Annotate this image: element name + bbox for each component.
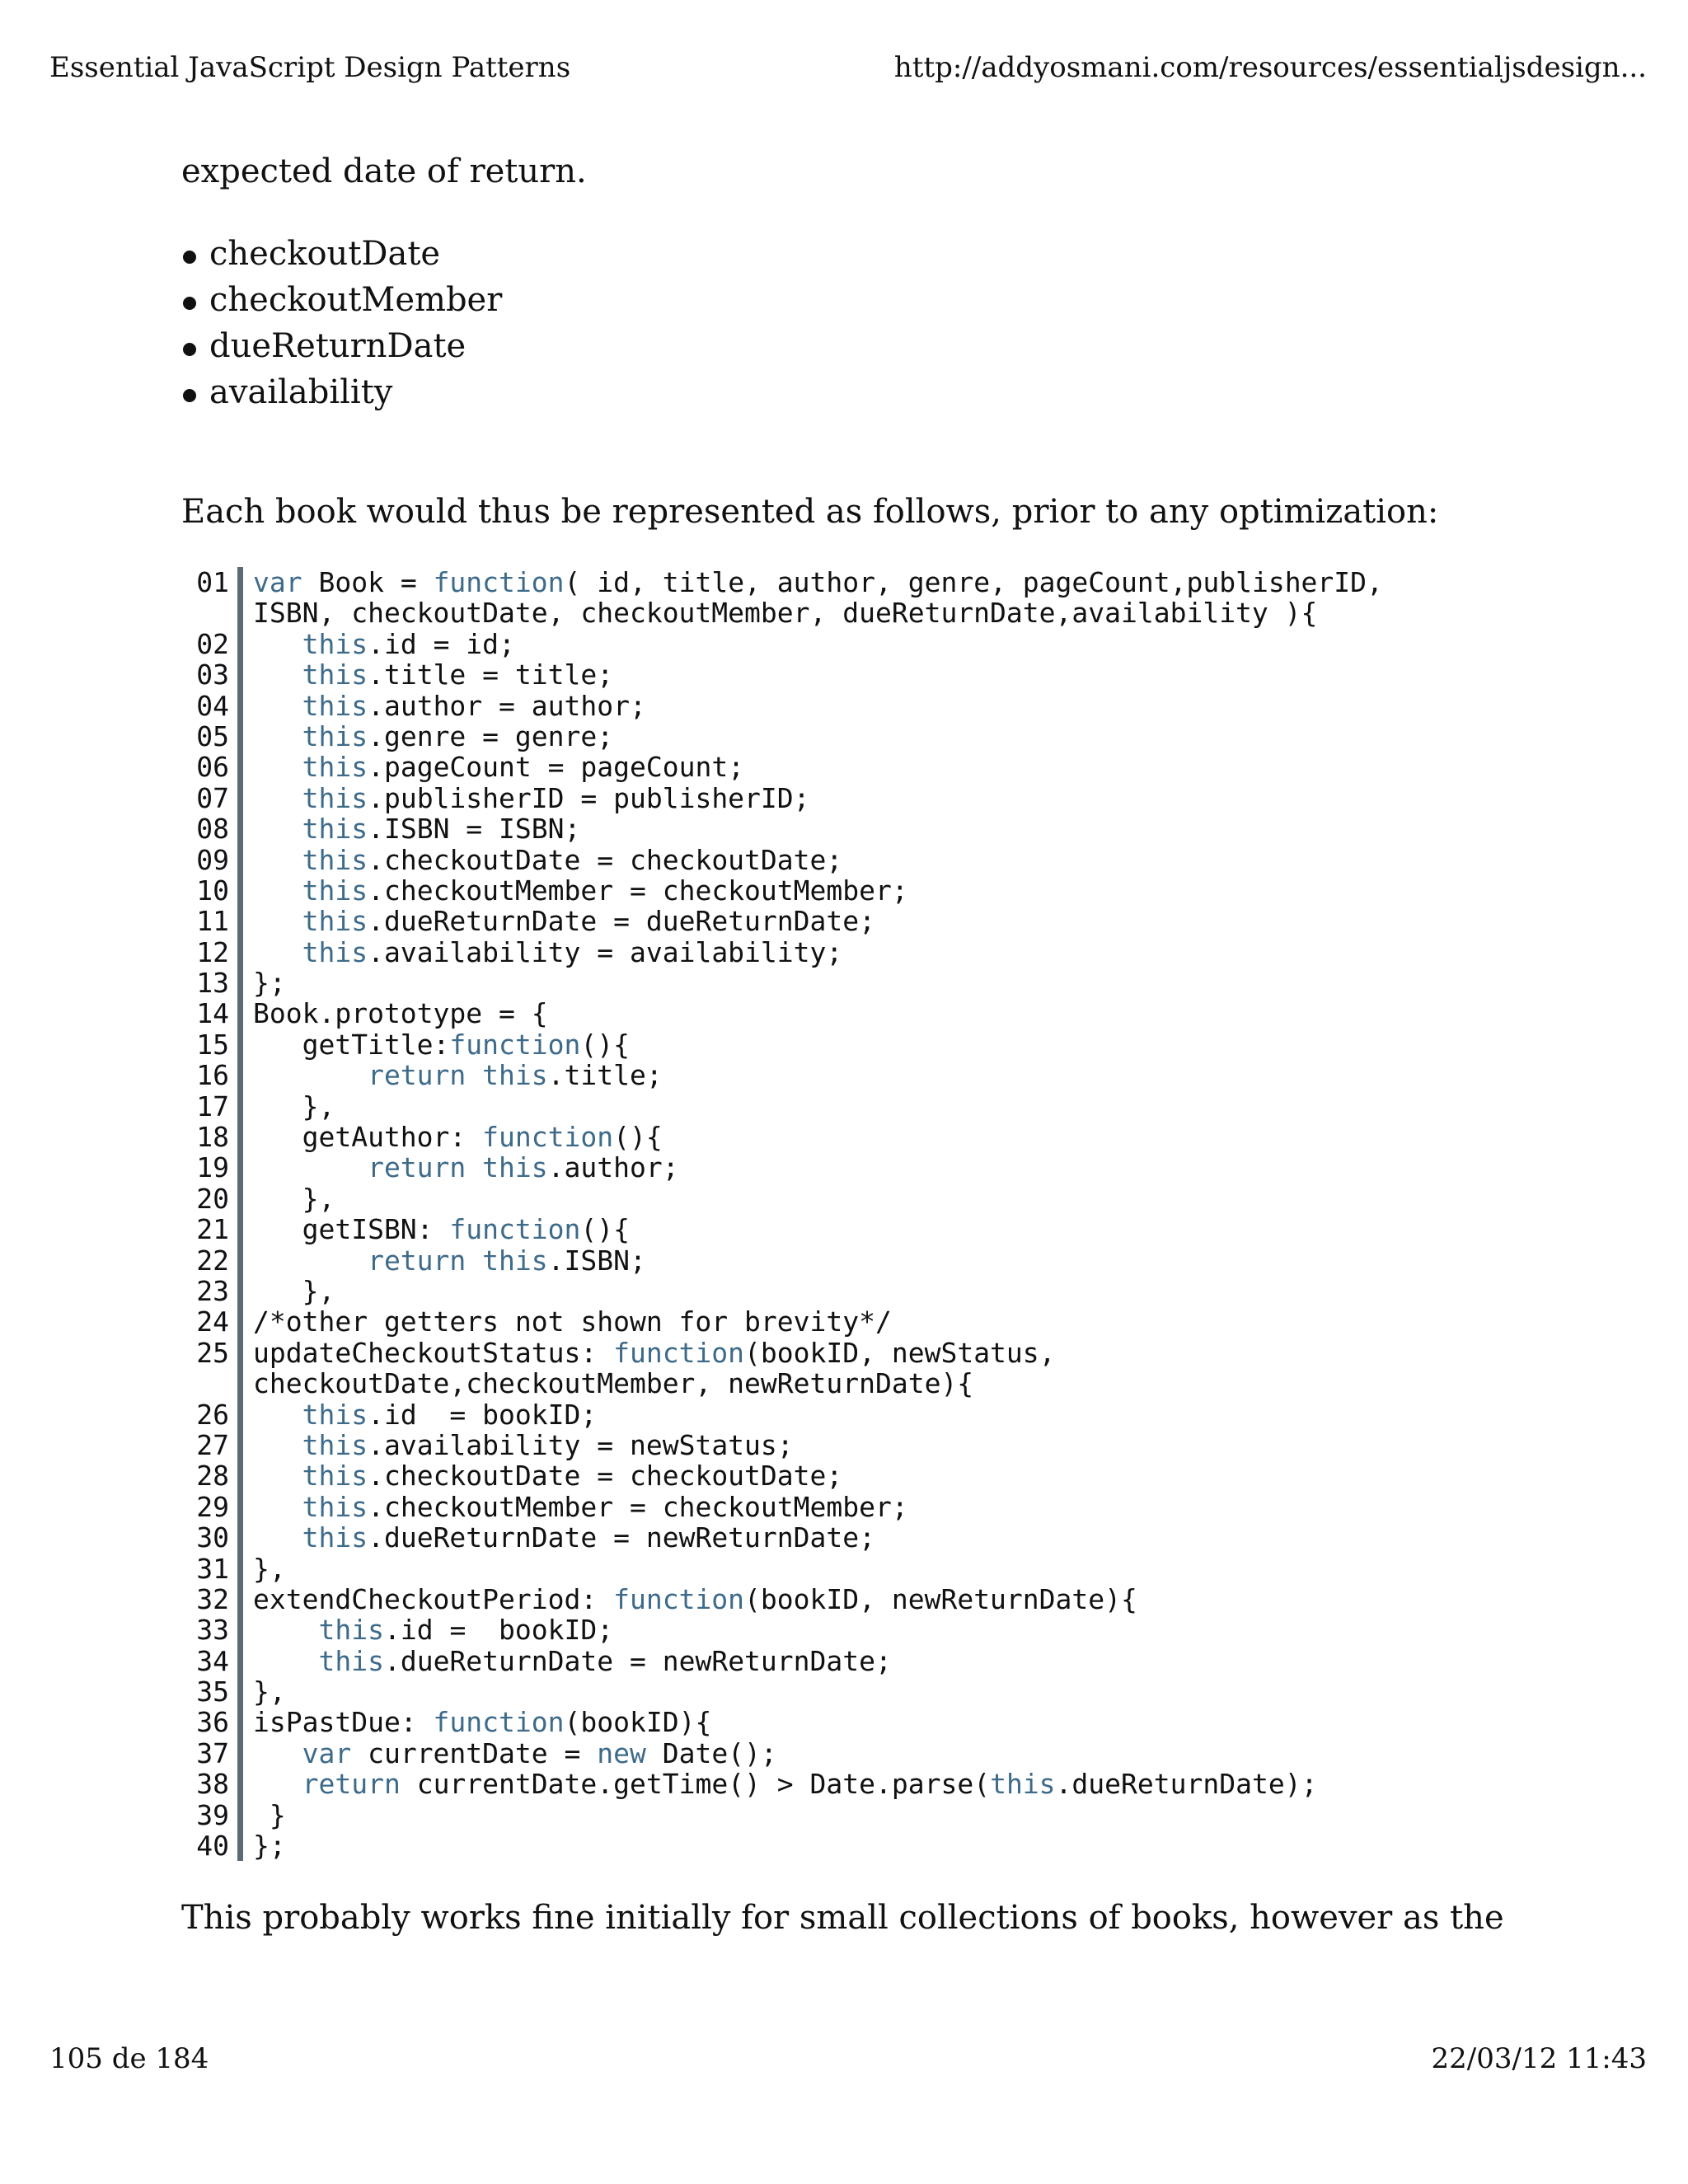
line-number: 24	[185, 1306, 243, 1337]
code-line	[185, 1430, 1383, 1460]
line-number: 30	[185, 1522, 243, 1553]
code-keyword: this	[302, 905, 368, 938]
line-number: 35	[185, 1676, 243, 1707]
code-keyword: this	[302, 689, 368, 722]
code-keyword: return	[368, 1151, 467, 1184]
code-text: getISBN: function(){	[253, 1213, 630, 1246]
code-text: this.title = title;	[302, 658, 614, 691]
code-line	[185, 1060, 1383, 1090]
line-number: 25	[185, 1338, 243, 1399]
code-text: this.dueReturnDate = newReturnDate;	[318, 1644, 892, 1677]
code-line	[185, 1029, 1383, 1060]
code-text: updateCheckoutStatus: function(bookID, newStatus, checkoutDate,checkoutMember, newReturnDate){	[253, 1336, 1056, 1400]
code-line	[185, 1769, 1383, 1799]
page-number: 105 de 184	[49, 2042, 209, 2075]
code-line	[185, 1183, 1383, 1214]
line-number: 29	[185, 1492, 243, 1522]
code-text: },	[253, 1182, 335, 1215]
code-text: var currentDate = new Date();	[302, 1736, 777, 1769]
code-keyword: this	[302, 751, 368, 784]
code-keyword: this	[302, 1428, 368, 1461]
line-number: 04	[185, 691, 243, 721]
code-text: this.publisherID = publisherID;	[302, 781, 810, 814]
code-line	[185, 1646, 1383, 1676]
code-text: /*other getters not shown for brevity*/	[253, 1305, 892, 1338]
list-item: dueReturnDate	[181, 323, 502, 369]
line-number: 28	[185, 1460, 243, 1491]
line-number: 31	[185, 1554, 243, 1584]
code-line	[185, 937, 1383, 968]
code-block	[185, 567, 1383, 1861]
code-text: this.id = id;	[302, 627, 515, 660]
line-number: 18	[185, 1122, 243, 1152]
line-number: 17	[185, 1091, 243, 1122]
code-text: this.checkoutDate = checkoutDate;	[302, 1460, 843, 1493]
code-keyword: var	[302, 1736, 352, 1769]
line-number: 36	[185, 1707, 243, 1737]
code-line	[185, 1399, 1383, 1430]
code-keyword: this	[482, 1244, 548, 1277]
code-text: },	[253, 1552, 286, 1585]
line-number: 33	[185, 1615, 243, 1645]
code-keyword: this	[302, 781, 368, 814]
code-keyword: return	[368, 1244, 467, 1277]
line-number: 11	[185, 906, 243, 936]
line-number: 12	[185, 937, 243, 968]
code-text: };	[253, 1830, 286, 1863]
line-number: 37	[185, 1738, 243, 1769]
code-line	[185, 1800, 1383, 1830]
code-line	[185, 998, 1383, 1029]
line-number: 32	[185, 1584, 243, 1615]
line-number: 13	[185, 968, 243, 998]
code-keyword: new	[597, 1736, 646, 1769]
line-number: 16	[185, 1060, 243, 1090]
code-line	[185, 1492, 1383, 1522]
code-keyword: this	[302, 658, 368, 691]
code-text: this.checkoutDate = checkoutDate;	[302, 843, 843, 876]
line-number: 06	[185, 752, 243, 782]
line-number: 23	[185, 1276, 243, 1306]
code-text: Book.prototype = {	[253, 997, 548, 1030]
code-text: this.author = author;	[302, 689, 646, 722]
code-keyword: this	[482, 1151, 548, 1184]
code-line	[185, 1584, 1383, 1615]
line-number: 02	[185, 629, 243, 659]
code-text: },	[253, 1090, 335, 1122]
code-text: var Book = function( id, title, author, genre, pageCount,publisherID, ISBN, checkoutDate, checkoutMember, dueReturnDate,availability ){	[253, 566, 1383, 630]
code-line	[185, 1122, 1383, 1152]
code-line	[185, 691, 1383, 721]
code-line	[185, 1152, 1383, 1183]
code-line	[185, 1676, 1383, 1707]
line-number: 08	[185, 813, 243, 844]
line-number: 20	[185, 1183, 243, 1214]
lead-paragraph: Each book would thus be represented as follows, prior to any optimization:	[181, 493, 1439, 531]
code-text: return this.author;	[368, 1151, 679, 1184]
code-keyword: return	[368, 1059, 467, 1092]
line-number: 05	[185, 721, 243, 752]
code-text: this.ISBN = ISBN;	[302, 813, 581, 846]
code-line	[185, 1554, 1383, 1584]
field-list	[181, 231, 502, 415]
code-keyword: this	[482, 1059, 548, 1092]
line-number: 09	[185, 845, 243, 875]
code-line	[185, 1338, 1383, 1399]
code-line	[185, 1738, 1383, 1769]
code-keyword: this	[318, 1614, 384, 1647]
line-number: 10	[185, 875, 243, 906]
line-number: 38	[185, 1769, 243, 1799]
code-text: isPastDue: function(bookID){	[253, 1706, 712, 1739]
line-number: 07	[185, 783, 243, 813]
code-keyword: function	[449, 1028, 581, 1061]
code-line	[185, 906, 1383, 936]
closing-paragraph: This probably works fine initially for small collections of books, however as the	[181, 1899, 1504, 1937]
code-line	[185, 629, 1383, 659]
code-keyword: return	[302, 1768, 401, 1801]
code-keyword: function	[449, 1213, 581, 1246]
line-number: 40	[185, 1830, 243, 1861]
line-number: 26	[185, 1399, 243, 1430]
code-keyword: function	[433, 566, 565, 598]
line-number: 19	[185, 1152, 243, 1183]
code-keyword: this	[302, 719, 368, 752]
code-text: this.id = bookID;	[318, 1614, 614, 1647]
code-text: },	[253, 1675, 286, 1708]
line-number: 27	[185, 1430, 243, 1460]
code-keyword: this	[302, 813, 368, 846]
code-line	[185, 1522, 1383, 1553]
line-number: 14	[185, 998, 243, 1029]
code-keyword: this	[302, 874, 368, 907]
code-text: getTitle:function(){	[253, 1028, 630, 1061]
code-line	[185, 1276, 1383, 1306]
code-line	[185, 783, 1383, 813]
code-text: return this.title;	[368, 1059, 663, 1092]
code-line	[185, 659, 1383, 690]
code-line	[185, 1214, 1383, 1244]
code-keyword: this	[302, 1490, 368, 1523]
list-item: checkoutMember	[181, 277, 502, 323]
code-text: this.availability = newStatus;	[302, 1428, 794, 1461]
code-line	[185, 752, 1383, 782]
code-keyword: this	[302, 627, 368, 660]
code-keyword: function	[482, 1121, 614, 1154]
code-line	[185, 1091, 1383, 1122]
code-line	[185, 567, 1383, 629]
code-keyword: function	[613, 1582, 745, 1615]
code-keyword: var	[253, 566, 302, 598]
page-datetime: 22/03/12 11:43	[1431, 2042, 1647, 2075]
code-text: this.dueReturnDate = newReturnDate;	[302, 1521, 875, 1554]
code-text: getAuthor: function(){	[253, 1121, 663, 1154]
list-item: availability	[181, 369, 502, 415]
code-line	[185, 721, 1383, 752]
line-number: 39	[185, 1800, 243, 1830]
code-keyword: this	[302, 843, 368, 876]
code-text: this.pageCount = pageCount;	[302, 751, 745, 784]
code-line	[185, 1707, 1383, 1737]
code-text: return currentDate.getTime() > Date.parse(this.dueReturnDate);	[302, 1768, 1318, 1801]
page-header-url[interactable]: http://addyosmani.com/resources/essentialjsdesign...	[893, 51, 1647, 84]
code-line	[185, 1460, 1383, 1491]
code-keyword: function	[433, 1706, 565, 1739]
code-keyword: this	[302, 1521, 368, 1554]
code-line	[185, 845, 1383, 875]
code-keyword: this	[990, 1768, 1056, 1801]
code-text: this.availability = availability;	[302, 935, 843, 968]
code-line	[185, 1245, 1383, 1276]
code-text: }	[253, 1798, 286, 1831]
intro-text: expected date of return.	[181, 152, 587, 190]
code-line	[185, 1830, 1383, 1861]
line-number: 01	[185, 567, 243, 629]
code-keyword: this	[302, 1398, 368, 1431]
code-line	[185, 968, 1383, 998]
line-number: 15	[185, 1029, 243, 1060]
code-text: this.checkoutMember = checkoutMember;	[302, 1490, 908, 1523]
list-item: checkoutDate	[181, 231, 502, 277]
code-line	[185, 1306, 1383, 1337]
code-text: this.dueReturnDate = dueReturnDate;	[302, 905, 875, 938]
code-text: return this.ISBN;	[368, 1244, 646, 1277]
code-text: this.id = bookID;	[302, 1398, 598, 1431]
code-line	[185, 875, 1383, 906]
code-text: };	[253, 967, 286, 1000]
code-text: },	[253, 1275, 335, 1307]
line-number: 03	[185, 659, 243, 690]
code-keyword: this	[302, 935, 368, 968]
code-text: this.genre = genre;	[302, 719, 614, 752]
page-header-title: Essential JavaScript Design Patterns	[49, 51, 571, 84]
code-keyword: function	[613, 1336, 745, 1369]
line-number: 34	[185, 1646, 243, 1676]
code-keyword: this	[318, 1644, 384, 1677]
line-number: 22	[185, 1245, 243, 1276]
code-keyword: this	[302, 1460, 368, 1493]
code-line	[185, 813, 1383, 844]
code-text: this.checkoutMember = checkoutMember;	[302, 874, 908, 907]
code-line	[185, 1615, 1383, 1645]
code-text: extendCheckoutPeriod: function(bookID, newReturnDate){	[253, 1582, 1137, 1615]
line-number: 21	[185, 1214, 243, 1244]
